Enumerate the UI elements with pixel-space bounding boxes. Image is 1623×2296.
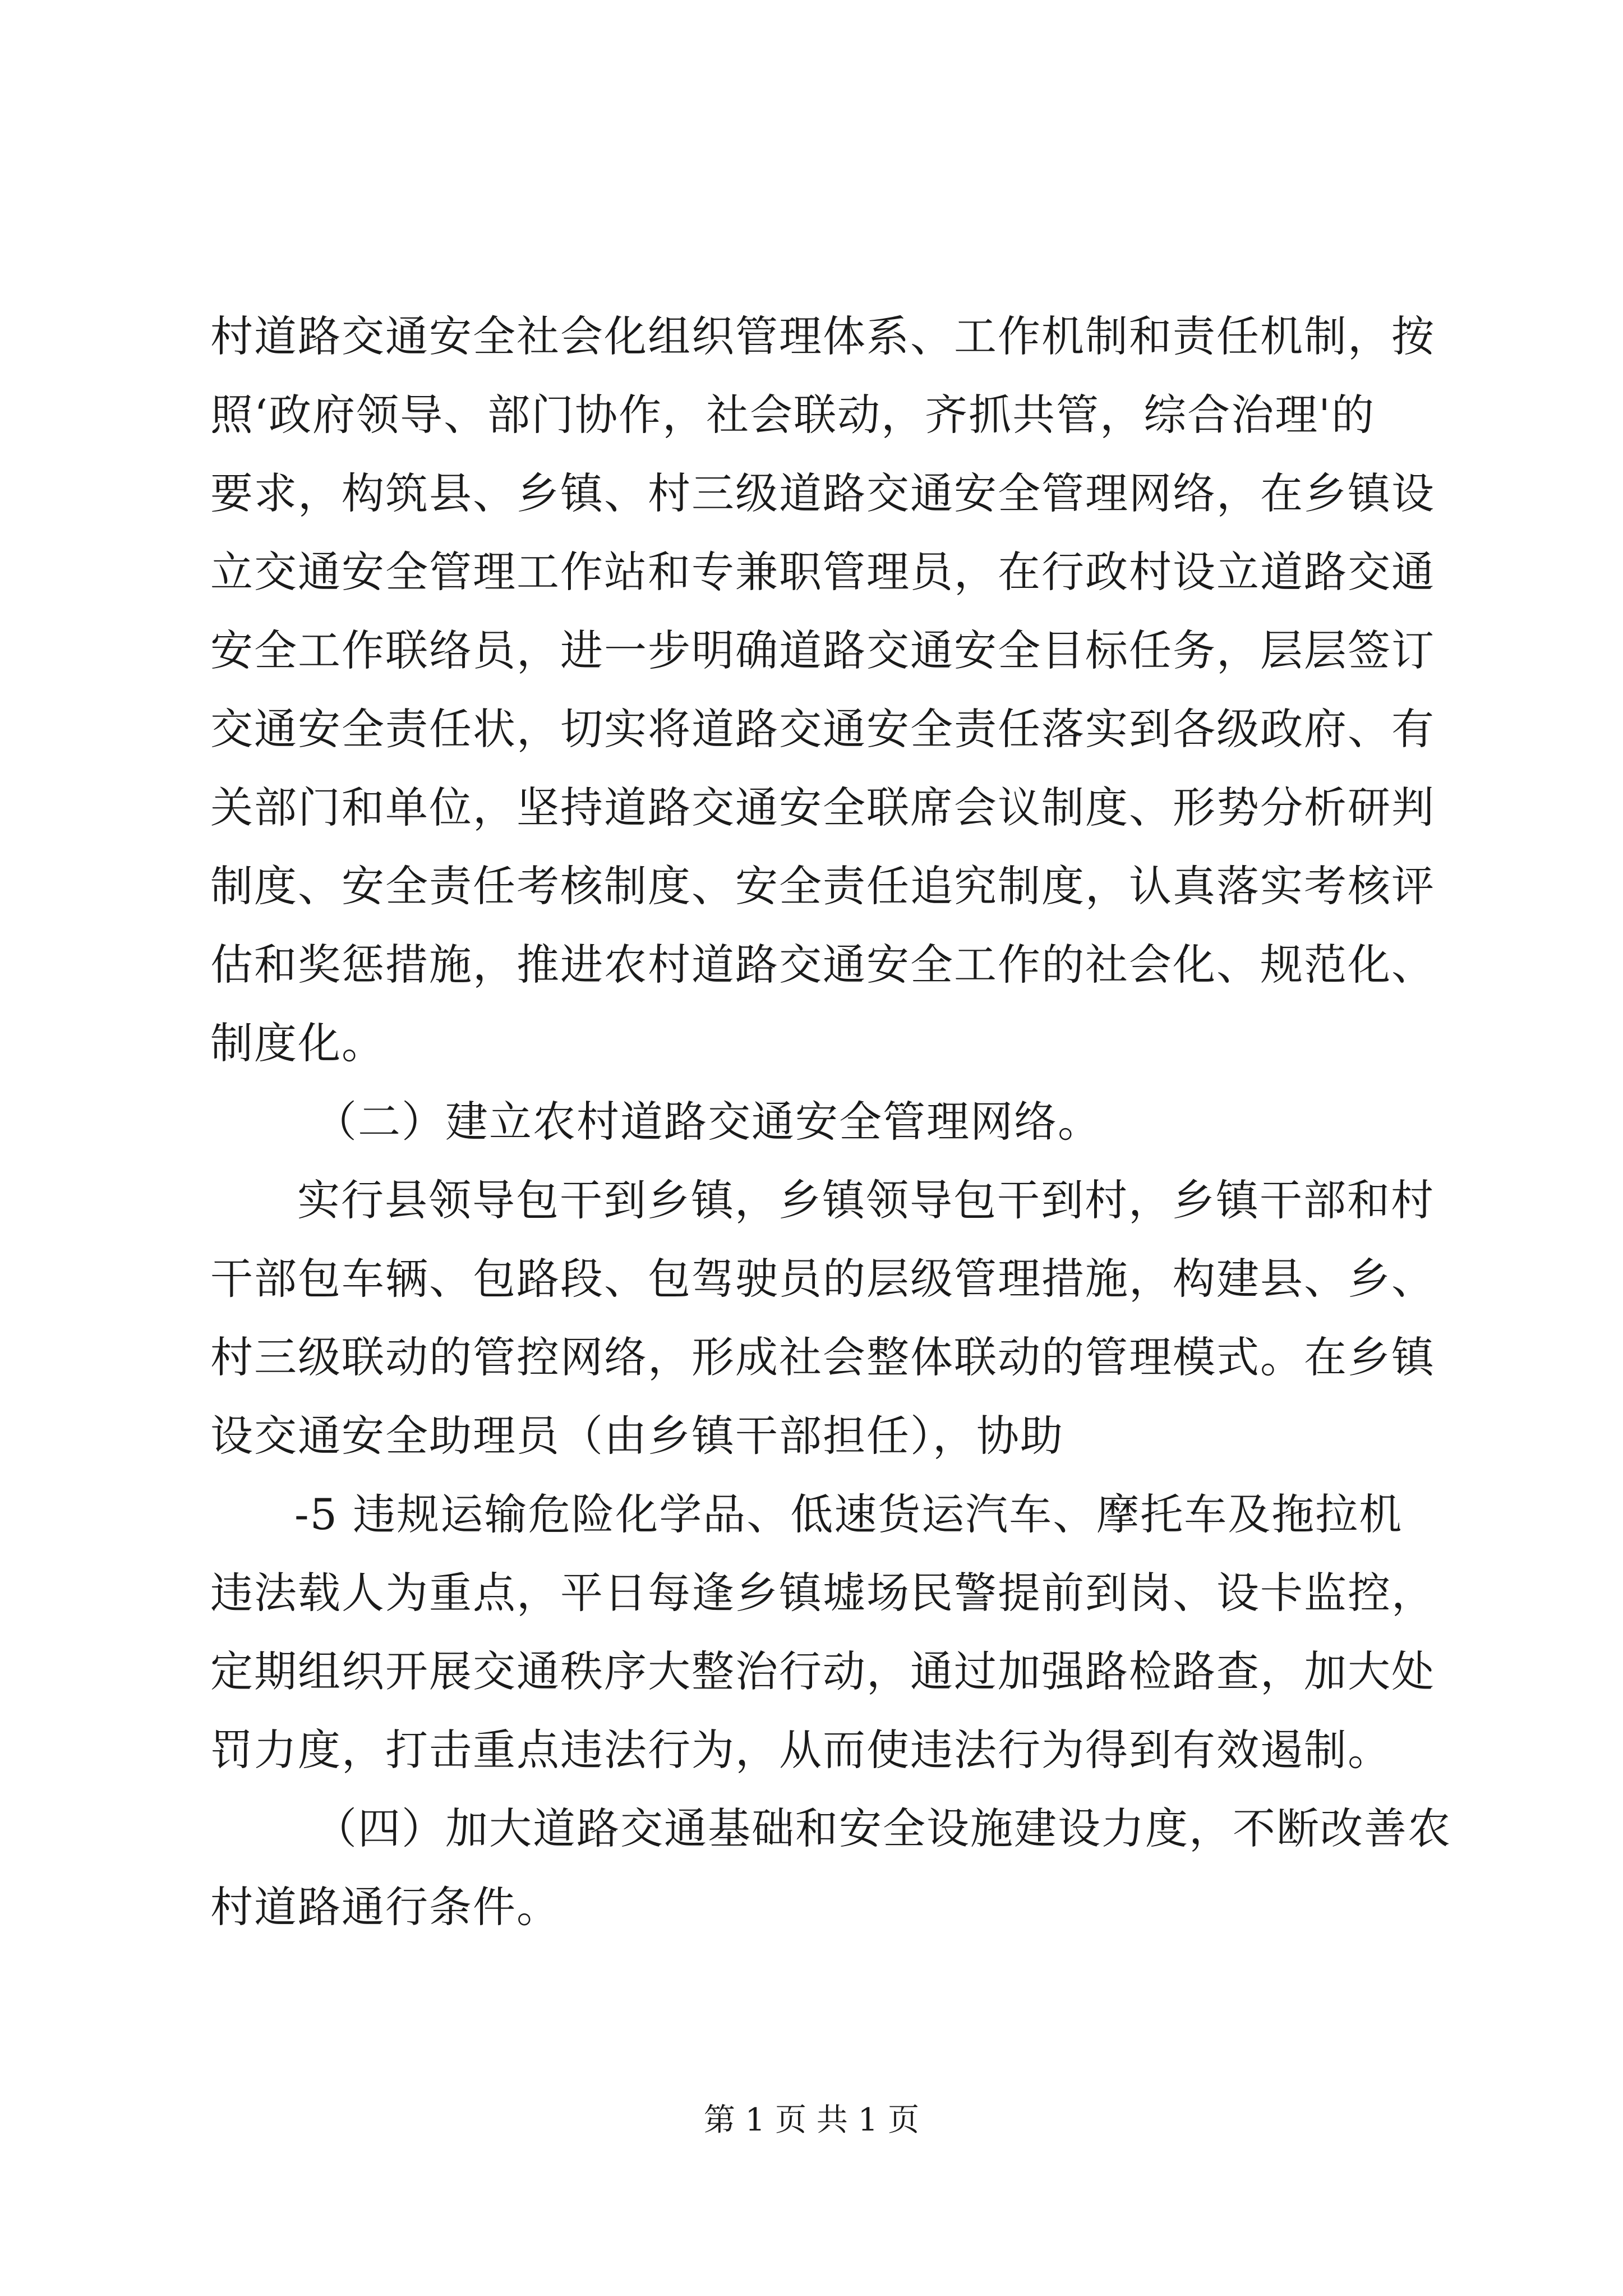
text-line: 违法载人为重点，平日每逢乡镇墟场民警提前到岗、设卡监控， — [210, 1568, 1435, 1618]
text-line: -5 违规运输危险化学品、低速货运汽车、摩托车及拖拉机 — [294, 1489, 1403, 1539]
text-line: 罚力度，打击重点违法行为，从而使违法行为得到有效遏制。 — [210, 1725, 1391, 1775]
text-line: 交通安全责任状，切实将道路交通安全责任落实到各级政府、有 — [210, 704, 1435, 754]
text-line: 制度化。 — [210, 1018, 385, 1068]
document-body — [210, 297, 1451, 1947]
page-number-footer: 第 1 页 共 1 页 — [703, 2102, 920, 2138]
section-heading: （二）建立农村道路交通安全管理网络。 — [314, 1097, 1101, 1147]
text-line: 村三级联动的管控网络，形成社会整体联动的管理模式。在乡镇 — [210, 1332, 1435, 1382]
text-line: 估和奖惩措施，推进农村道路交通安全工作的社会化、规范化、 — [210, 940, 1435, 990]
text-line: 制度、安全责任考核制度、安全责任追究制度，认真落实考核评 — [210, 861, 1435, 911]
text-line: 关部门和单位，坚持道路交通安全联席会议制度、形势分析研判 — [210, 783, 1435, 832]
section-heading: （四）加大道路交通基础和安全设施建设力度，不断改善农 — [314, 1803, 1451, 1853]
text-line: 要求，构筑县、乡镇、村三级道路交通安全管理网络，在乡镇设 — [210, 468, 1435, 518]
text-line: 立交通安全管理工作站和专兼职管理员，在行政村设立道路交通 — [210, 547, 1435, 597]
text-line: 村道路通行条件。 — [210, 1882, 560, 1932]
text-line: 干部包车辆、包路段、包驾驶员的层级管理措施，构建县、乡、 — [210, 1254, 1435, 1304]
text-line: 设交通安全助理员（由乡镇干部担任），协助 — [210, 1411, 1064, 1461]
text-line: 村道路交通安全社会化组织管理体系、工作机制和责任机制，按 — [210, 311, 1435, 361]
text-line: 实行县领导包干到乡镇，乡镇领导包干到村，乡镇干部和村 — [297, 1175, 1435, 1225]
text-line: 定期组织开展交通秩序大整治行动，通过加强路检路查，加大处 — [210, 1646, 1435, 1696]
text-line: 照‘政府领导、部门协作，社会联动，齐抓共管，综合治理'的 — [210, 390, 1376, 440]
text-line: 安全工作联络员，进一步明确道路交通安全目标任务，层层签订 — [210, 625, 1435, 675]
